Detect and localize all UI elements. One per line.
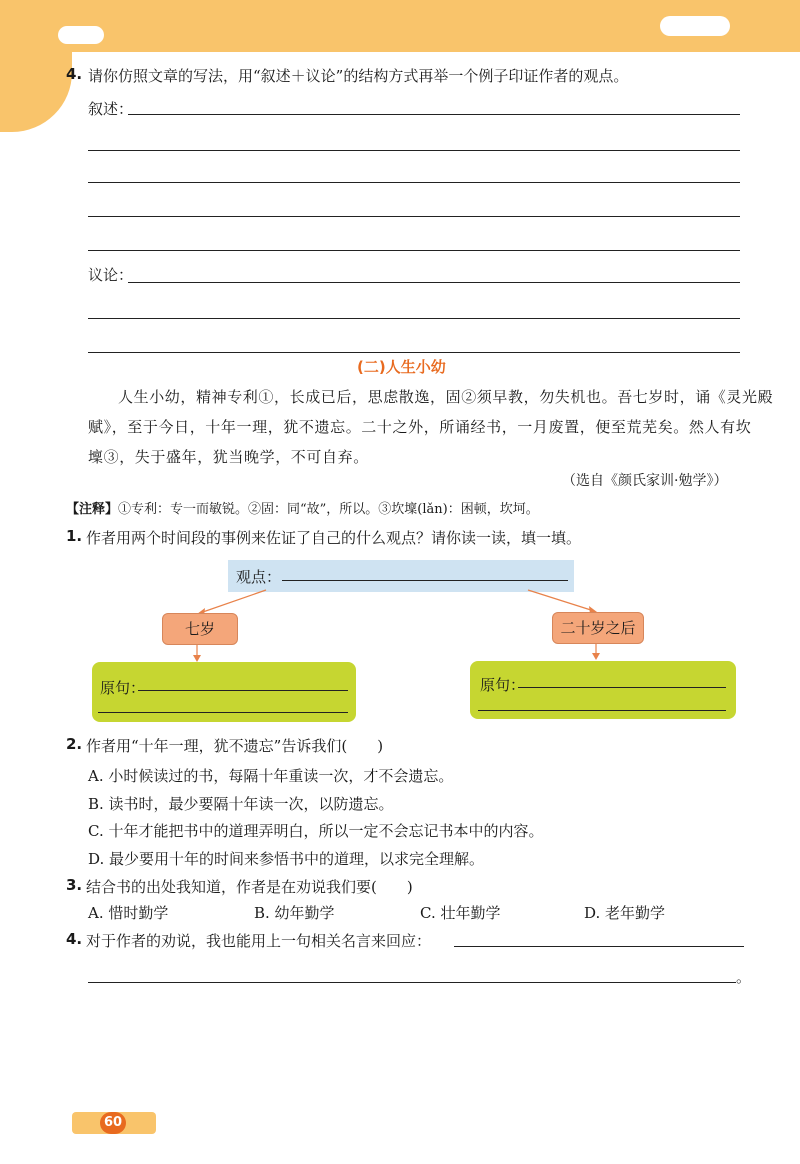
after20-box: 二十岁之后: [552, 612, 644, 644]
answer-line[interactable]: [88, 982, 736, 983]
viewpoint-label: 观点：: [236, 568, 282, 586]
notes-label: 【注释】: [66, 502, 119, 517]
q3-option[interactable]: B. 幼年勤学: [254, 904, 335, 922]
answer-line[interactable]: [88, 216, 740, 217]
answer-line[interactable]: [518, 687, 726, 688]
cloud-decoration: [58, 26, 104, 44]
age7-box: 七岁: [162, 613, 238, 645]
cloud-decoration: [660, 16, 730, 36]
q2-option[interactable]: A. 小时候读过的书，每隔十年重读一次，才不会遗忘。: [88, 767, 454, 785]
passage-line: 壈③，失于盛年，犹当晚学，不可自弃。: [88, 448, 369, 466]
q3-number: 3.: [66, 876, 83, 894]
argument-label: 议论：: [88, 266, 134, 284]
passage-source: （选自《颜氏家训·勉学》）: [562, 473, 728, 489]
answer-line[interactable]: [88, 250, 740, 251]
page-number: 60: [100, 1112, 126, 1134]
q4-number: 4.: [66, 65, 83, 83]
answer-line[interactable]: [88, 318, 740, 319]
sentence-end: 。: [736, 968, 752, 986]
q3-option[interactable]: A. 惜时勤学: [88, 904, 169, 922]
q2-option[interactable]: D. 最少要用十年的时间来参悟书中的道理，以求完全理解。: [88, 850, 485, 868]
answer-line[interactable]: [128, 114, 740, 115]
q4b-number: 4.: [66, 930, 83, 948]
q2-number: 2.: [66, 735, 83, 753]
answer-line[interactable]: [98, 712, 348, 713]
original-label-left: 原句：: [100, 679, 146, 697]
answer-line[interactable]: [128, 282, 740, 283]
corner-decoration: [0, 40, 72, 132]
answer-line[interactable]: [478, 710, 726, 711]
section-title: (二)人生小幼: [357, 358, 446, 376]
passage-line: 人生小幼，精神专利①，长成已后，思虑散逸，固②须早教，勿失机也。吾七岁时，诵《灵光殿: [118, 388, 774, 406]
q2-prompt: 作者用“十年一理，犹不遗忘”告诉我们( ): [86, 737, 384, 755]
q1-prompt: 作者用两个时间段的事例来佐证了自己的什么观点？请你读一读，填一填。: [86, 529, 582, 547]
answer-line[interactable]: [138, 690, 348, 691]
original-label-right: 原句：: [480, 676, 526, 694]
answer-line[interactable]: [88, 182, 740, 183]
viewpoint-answer-line[interactable]: [282, 580, 568, 581]
q2-option[interactable]: C. 十年才能把书中的道理弄明白，所以一定不会忘记书本中的内容。: [88, 822, 544, 840]
q4b-prompt: 对于作者的劝说，我也能用上一句相关名言来回应：: [86, 932, 432, 950]
q3-prompt: 结合书的出处我知道，作者是在劝说我们要( ): [86, 878, 413, 896]
q2-option[interactable]: B. 读书时，最少要隔十年读一次，以防遗忘。: [88, 795, 394, 813]
q3-option[interactable]: D. 老年勤学: [584, 904, 666, 922]
narration-label: 叙述：: [88, 100, 134, 118]
q4-prompt: 请你仿照文章的写法，用“叙述＋议论”的结构方式再举一个例子印证作者的观点。: [88, 67, 629, 85]
notes-text: ①专利：专一而敏锐。②固：同“故”，所以。③坎壈(lǎn)：困顿，坎坷。: [118, 502, 539, 517]
q1-number: 1.: [66, 527, 83, 545]
answer-line[interactable]: [88, 150, 740, 151]
q3-option[interactable]: C. 壮年勤学: [420, 904, 501, 922]
answer-line[interactable]: [88, 352, 740, 353]
passage-line: 赋》，至于今日，十年一理，犹不遗忘。二十之外，所诵经书，一月废置，便至荒芜矣。然人有坎: [88, 418, 752, 436]
notes: [66, 498, 539, 517]
answer-line[interactable]: [454, 946, 744, 947]
